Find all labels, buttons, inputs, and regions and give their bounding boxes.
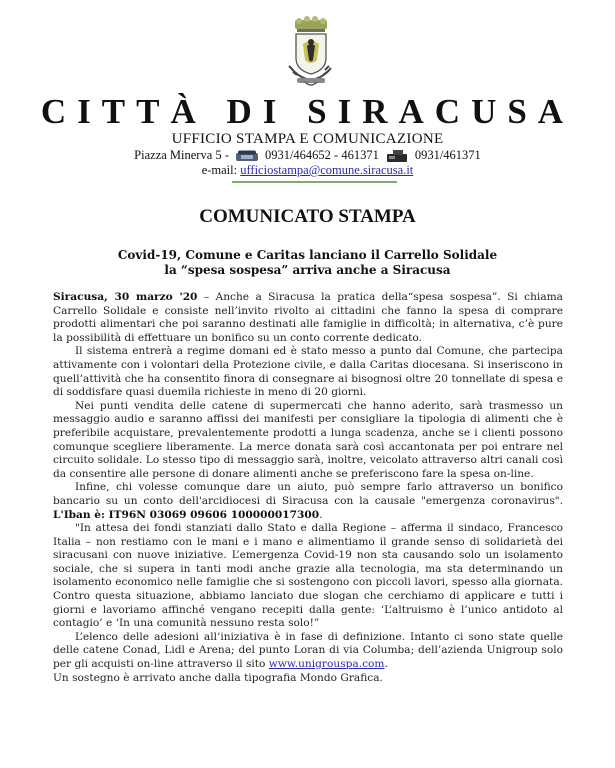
telephone-icon: [235, 150, 259, 162]
paragraph-4: [53, 481, 563, 522]
paragraph-4-end: .: [319, 508, 323, 521]
website-link[interactable]: www.unigrouspa.com: [268, 658, 385, 671]
address-line: [0, 148, 615, 163]
paragraph-4-text: Infine, chi volesse comunque dare un aiuto, può sempre farlo attraverso un bonifico bancario su un conto dell'arcidiocesi di Siracusa con la causale "emergenza coronavirus".: [53, 481, 563, 507]
iban: L'Iban è: IT96N 03069 09606 100000017300: [53, 508, 320, 521]
headline-line-2: la “spesa sospesa” arriva anche a Siracusa: [164, 263, 451, 277]
phone-numbers: 0931/464652 - 461371: [264, 148, 379, 162]
document-type-title: COMUNICATO STAMPA: [199, 206, 416, 227]
headline-line-1: Covid-19, Comune e Caritas lanciano il Carrello Solidale: [117, 248, 498, 262]
paragraph-6: [53, 631, 563, 672]
fax-number: 0931/461371: [414, 148, 481, 162]
email-link[interactable]: ufficiostampa@comune.siracusa.it: [240, 163, 414, 177]
email-label: e-mail:: [201, 163, 238, 177]
divider: [232, 181, 397, 183]
paragraph-2: Il sistema entrerà a regime domani ed è stato messo a punto dal Comune, che partecipa attivamente con i volontari della Protezione civile, e dalla Caritas diocesana. Si inseriscono in quell’attività che ha consentito finora di consegnare ai bisognosi oltre 20 tonnellate di spesa e di soddisfare quasi duemila richieste in meno di 20 giorni.: [53, 345, 563, 399]
dateline: Siracusa, 30 marzo '20: [53, 291, 198, 303]
paragraph-5: "In attesa dei fondi stanziati dallo Stato e dalla Regione – afferma il sindaco, Francesco Italia – non restiamo con le mani e i mano e alimentiamo il grande senso di solidarietà dei siracusani con nuove iniziative. L’emergenza Covid-19 non sta causando solo un isolamento sociale, che si supera in tanti modi anche grazie alla tecnologia, ma sta determinando un isolamento economico nelle famiglie che si sostengono con piccoli lavori, spesso alla giornata. Contro questa situazione, abbiamo lanciato due slogan che cerchiamo di applicare e tutti i giorni e lavoriamo affinché vengano recepiti dalla gente: ‘L’altruismo è l’unico antidoto al contagio’ e ‘In una comunità nessuno resta solo!”: [53, 522, 563, 630]
body-text: [53, 291, 563, 685]
coat-of-arms-icon: [283, 16, 339, 90]
paragraph-7: Un sostegno è arrivato anche dalla tipografia Mondo Grafica.: [53, 671, 383, 684]
paragraph-6-end: .: [384, 658, 388, 671]
paragraph-6-text: L’elenco delle adesioni all’iniziativa è in fase di definizione. Intanto ci sono state quelle delle catene Conad, Lidl e Arena; del punto Loran di via Columba; dell’azienda Unigroup solo per gli acquisti on-line attraverso il sito: [53, 630, 563, 671]
paragraph-1-text: – Anche a Siracusa la pratica della“spesa sospesa”. Si chiama Carrello Solidale e consiste nell’invito rivolto ai cittadini che fanno la spesa di comprare prodotti alimentari che poi saranno destinati alle famiglie in difficoltà; in alternativa, c’è pure la possibilità di effettuare un bonifico su un conto corrente dedicato.: [53, 291, 563, 344]
city-title: CITTÀ DI SIRACUSA: [40, 92, 575, 131]
paragraph-3: Nei punti vendita delle catene di supermercati che hanno aderito, sarà trasmesso un messaggio audio e saranno affissi dei manifesti per consigliare la tipologia di alimenti che è preferibile acquistare, prevalentemente prodotti a lunga scadenza, anche se i clienti possono comunque scegliere liberamente. La merce donata sarà così accantonata per poi entrare nel circuito solidale. Lo stesso tipo di messaggio sarà, inoltre, veicolato attraverso altri canali così da consentire alle persone di donare alimenti anche se preferiscono fare la spesa on-line.: [53, 399, 563, 480]
headline: [0, 248, 615, 278]
office-name: UFFICIO STAMPA E COMUNICAZIONE: [171, 131, 444, 147]
paragraph-1: [53, 291, 563, 345]
email-line: [0, 163, 615, 178]
fax-icon: [385, 150, 409, 162]
address-text: Piazza Minerva 5 -: [134, 148, 229, 162]
